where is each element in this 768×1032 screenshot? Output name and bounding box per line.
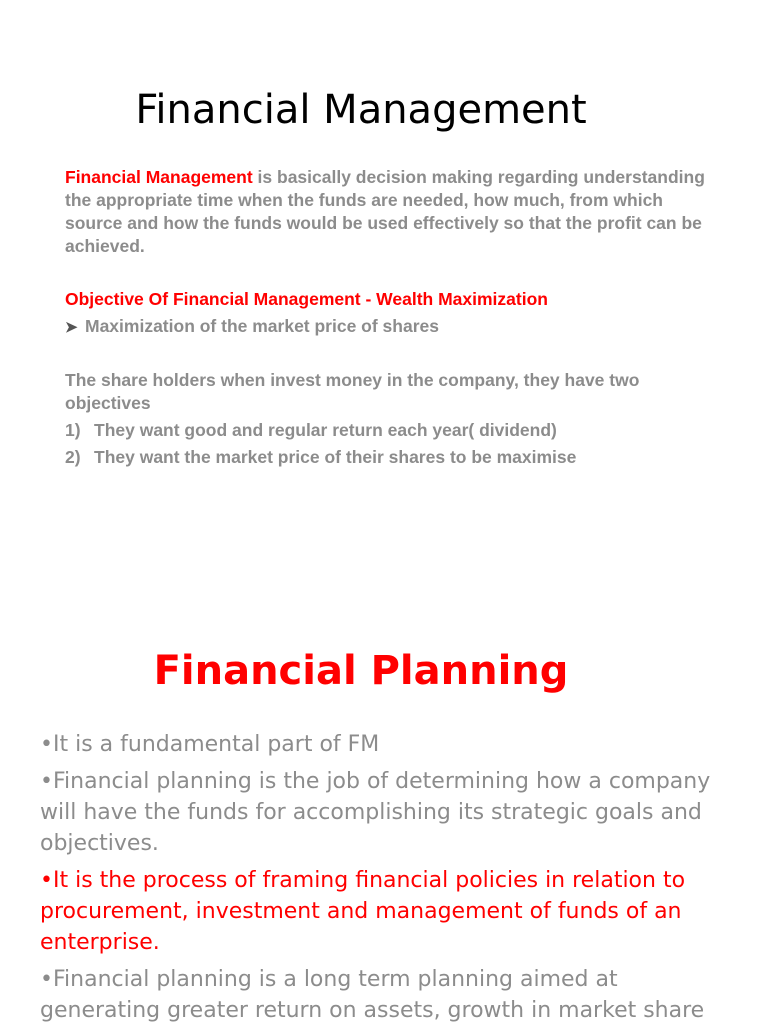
bullet-text: Financial planning is the job of determining how a company will have the funds for accomplishing its strategic goals and objectives. (40, 769, 711, 856)
bullet-text: It is a fundamental part of FM (52, 732, 380, 757)
numbered-item (65, 446, 715, 468)
slide-title: Financial Planning (153, 648, 569, 694)
arrow-bullet-icon: ➤ (65, 319, 78, 336)
bullet-dot-icon: • (40, 868, 53, 893)
bullet-list (40, 729, 730, 1032)
objective-heading: Objective Of Financial Management - Wealth Maximization (65, 289, 548, 309)
item-text: They want good and regular return each year( dividend) (94, 420, 557, 440)
intro-paragraph (65, 166, 715, 258)
bullet-text: It is the process of framing financial policies in relation to procurement, investment and management of funds of an enterprise. (40, 868, 686, 955)
item-number: 1) (65, 420, 81, 440)
bullet-item (40, 729, 730, 760)
item-number: 2) (65, 447, 81, 467)
bullet-item (40, 766, 730, 859)
objective-point-text: Maximization of the market price of shares (85, 316, 439, 336)
numbered-item (65, 419, 715, 441)
objective-point (65, 315, 715, 339)
bullet-dot-icon: • (40, 769, 53, 794)
intro-text: is basically decision making regarding understanding the appropriate time when the funds are needed, how much, from which source and how the funds would be used effectively so that the profit can be achieved. (65, 167, 705, 256)
bullet-dot-icon: • (40, 732, 53, 757)
intro-highlight: Financial Management (65, 167, 253, 187)
item-text: They want the market price of their shares to be maximise (94, 447, 577, 467)
slide-title: Financial Management (135, 87, 587, 133)
bullet-text: Financial planning is a long term planning aimed at generating greater return on assets, growth in market share (40, 967, 705, 1023)
bullet-item (40, 964, 730, 1026)
bullet-item (40, 865, 730, 958)
shareholders-paragraph: The share holders when invest money in the company, they have two objectives (65, 370, 640, 413)
bullet-dot-icon: • (40, 967, 53, 992)
